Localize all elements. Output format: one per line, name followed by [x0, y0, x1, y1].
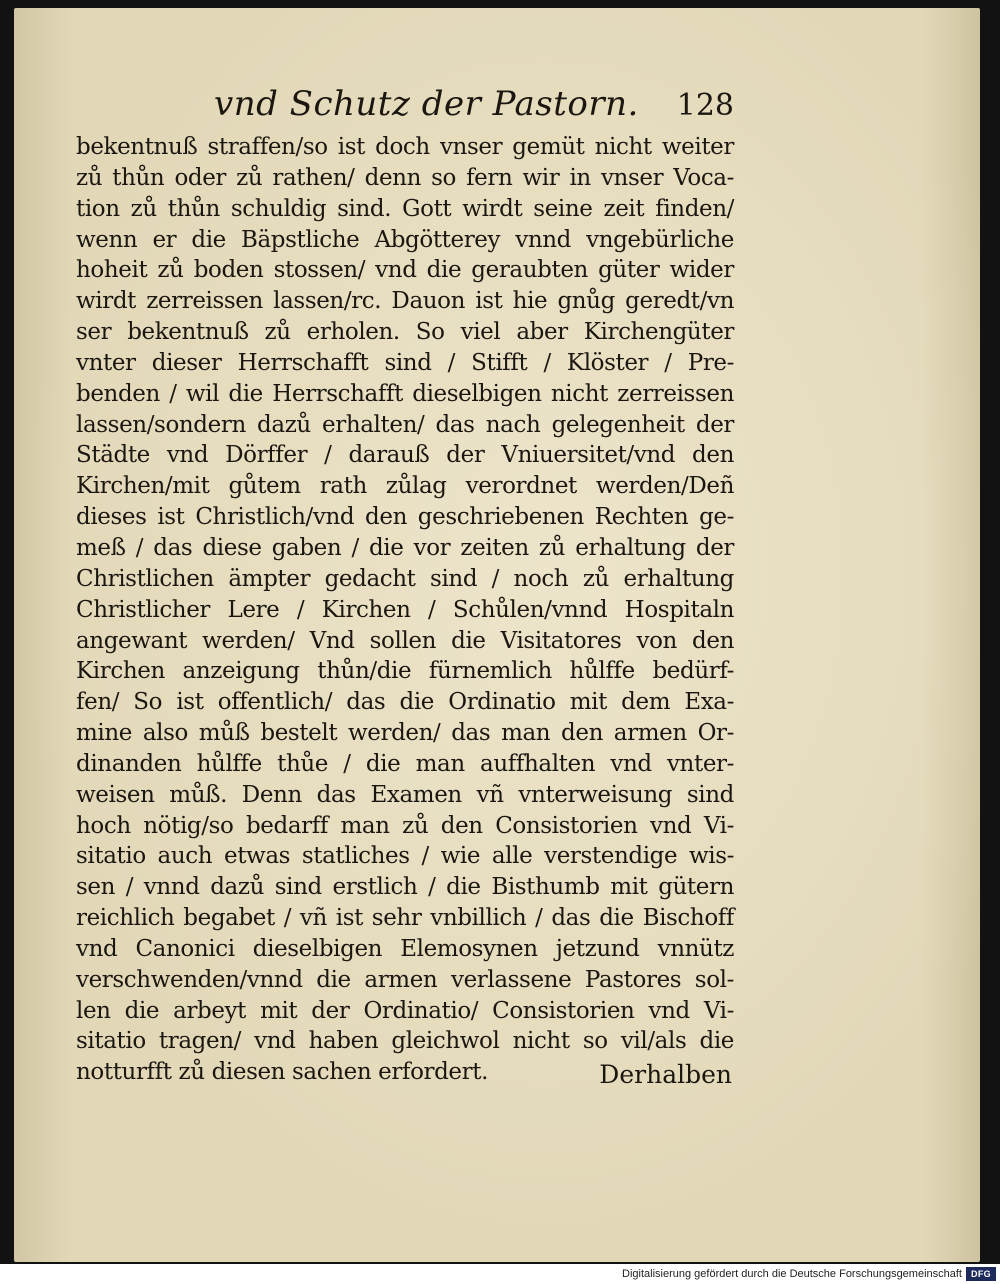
running-title: vnd Schutz der Pastorn.	[214, 84, 639, 124]
text-line: sitatio tragen/ vnd haben gleichwol nicht so vil/als die	[76, 1028, 734, 1055]
text-line: wirdt zerreissen lassen/rc. Dauon ist hie gnůg geredt/vn	[76, 288, 734, 315]
dfg-logo: DFG	[966, 1267, 996, 1281]
catchword: Derhalben	[599, 1060, 732, 1089]
text-line: verschwenden/vnnd die armen verlassene Pastores sol-	[76, 966, 734, 993]
text-line: weisen můß. Denn das Examen vñ vnterweisung sind	[76, 781, 734, 808]
text-line: angewant werden/ Vnd sollen die Visitatores von den	[76, 627, 734, 654]
funding-credit: Digitalisierung gefördert durch die Deutsche Forschungsgemeinschaft	[622, 1268, 962, 1280]
text-line: wenn er die Bäpstliche Abgötterey vnnd vngebürliche	[76, 226, 734, 253]
text-line: hoch nötig/so bedarff man zů den Consistorien vnd Vi-	[76, 812, 734, 839]
text-line: lassen/sondern dazů erhalten/ das nach gelegenheit der	[76, 411, 734, 438]
digitization-footer	[0, 1264, 1000, 1284]
text-line: Städte vnd Dörffer / darauß der Vniuersitet/vnd den	[76, 442, 734, 469]
text-line: fen/ So ist offentlich/ das die Ordinatio mit dem Exa-	[76, 689, 734, 716]
text-line: Christlichen ämpter gedacht sind / noch zů erhaltung	[76, 565, 734, 592]
page-header	[214, 82, 734, 130]
text-line: ser bekentnuß zů erholen. So viel aber Kirchengüter	[76, 319, 734, 346]
text-line: zů thůn oder zů rathen/ denn so fern wir in vnser Voca-	[76, 164, 734, 191]
text-line: Christlicher Lere / Kirchen / Schůlen/vnnd Hospitaln	[76, 596, 734, 623]
text-line: Kirchen anzeigung thůn/die fürnemlich hůlffe bedürf-	[76, 658, 734, 685]
text-line: sen / vnnd dazů sind erstlich / die Bisthumb mit gütern	[76, 874, 734, 901]
text-line: notturfft zů diesen sachen erfordert.	[76, 1059, 488, 1086]
text-line: len die arbeyt mit der Ordinatio/ Consistorien vnd Vi-	[76, 997, 734, 1024]
text-line: dinanden hůlffe thůe / die man auffhalten vnd vnter-	[76, 750, 734, 777]
text-line: Kirchen/mit gůtem rath zůlag verordnet werden/Deñ	[76, 473, 734, 500]
text-line: benden / wil die Herrschafft dieselbigen nicht zerreissen	[76, 380, 734, 407]
text-line: mine also můß bestelt werden/ das man den armen Or-	[76, 720, 734, 747]
text-line: reichlich begabet / vñ ist sehr vnbillich / das die Bischoff	[76, 905, 734, 932]
page-number: 128	[676, 88, 734, 123]
text-line: dieses ist Christlich/vnd den geschriebenen Rechten ge-	[76, 504, 734, 531]
text-line: bekentnuß straffen/so ist doch vnser gemüt nicht weiter	[76, 134, 734, 160]
text-line: sitatio auch etwas statliches / wie alle verstendige wis-	[76, 843, 734, 870]
text-line: vnd Canonici dieselbigen Elemosynen jetzund vnnütz	[76, 935, 734, 962]
text-line: tion zů thůn schuldig sind. Gott wirdt seine zeit finden/	[76, 195, 734, 222]
text-line: vnter dieser Herrschafft sind / Stifft / Klöster / Pre-	[76, 349, 734, 376]
body-text	[76, 132, 734, 1088]
text-line: hoheit zů boden stossen/ vnd die geraubten güter wider	[76, 257, 734, 284]
text-line: meß / das diese gaben / die vor zeiten zů erhaltung der	[76, 534, 734, 561]
